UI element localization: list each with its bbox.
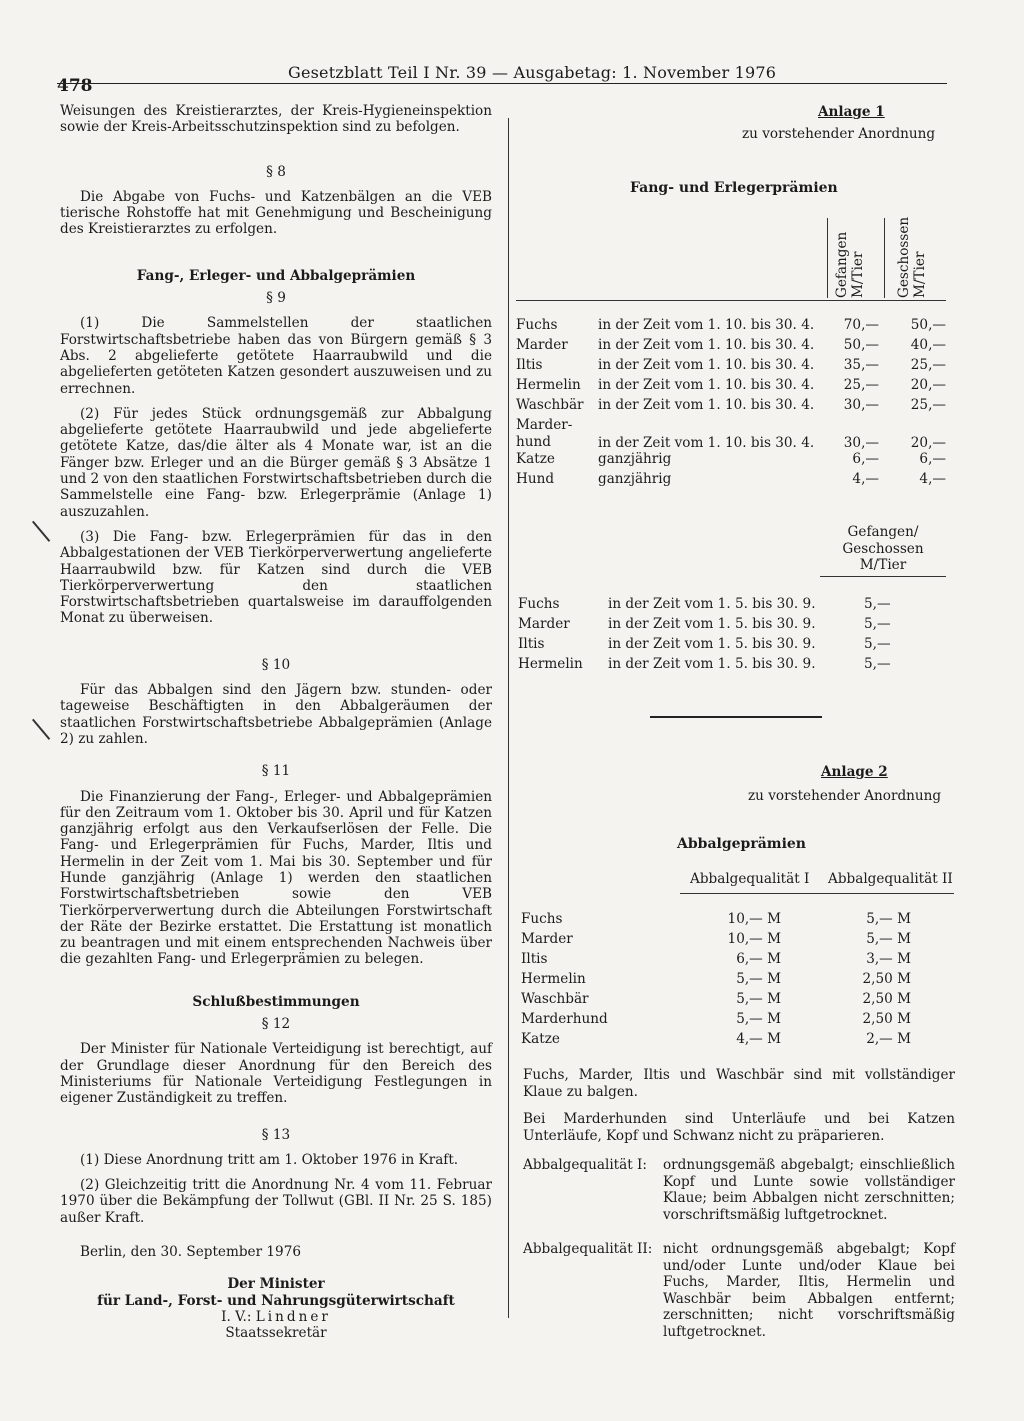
cell-quality-1: 10,— M xyxy=(727,911,781,927)
cell-gefangen: 6,— xyxy=(852,451,879,467)
cell-period: ganzjährig xyxy=(598,451,672,467)
cell-animal: Marder xyxy=(521,931,573,947)
table-row xyxy=(516,317,946,337)
section-10-text: Für das Abbalgen sind den Jägern bzw. stunden- oder tageweise Beschäftigten in den Abbalgeräumen der staatlichen Forstwirtschaftsbetriebe Abbalgeprämien (Anlage 2) zu zahlen. xyxy=(60,682,492,747)
cell-geschossen: 25,— xyxy=(910,397,946,413)
cell-animal: Marder- hund xyxy=(516,417,573,450)
cell-animal: Iltis xyxy=(516,357,543,373)
table-row xyxy=(518,656,924,676)
table-row xyxy=(516,397,946,417)
table-anlage-2 xyxy=(521,911,911,1051)
cell-quality-2: 5,— M xyxy=(866,931,911,947)
table-anlage-1 xyxy=(516,317,946,491)
cell-animal: Marderhund xyxy=(521,1011,608,1027)
col-rule xyxy=(884,218,885,298)
section-separator xyxy=(650,716,822,718)
cell-animal: Iltis xyxy=(521,951,548,967)
table-row xyxy=(518,616,924,636)
section-9-para-1: (1) Die Sammelstellen der staatlichen Forstwirtschaftsbetriebe haben das von Bürgern gemäß § 3 Abs. 2 abgelieferte getötete Haarraubwild und die abgelieferten getöteten Katzen gesondert auszuweisen und zu errechnen. xyxy=(60,315,492,397)
quality-1-definition xyxy=(523,1157,955,1223)
cell-period: ganzjährig xyxy=(598,471,672,487)
cell-quality-2: 3,— M xyxy=(866,951,911,967)
cell-geschossen: 25,— xyxy=(910,357,946,373)
cell-quality-2: 2,— M xyxy=(866,1031,911,1047)
cell-gefangen: 4,— xyxy=(852,471,879,487)
table-row xyxy=(516,471,946,491)
cell-gefangen: 25,— xyxy=(843,377,879,393)
table-row xyxy=(516,417,946,451)
cell-gefangen: 35,— xyxy=(843,357,879,373)
cell-quality-1: 5,— M xyxy=(736,991,781,1007)
cell-quality-2: 2,50 M xyxy=(862,971,911,987)
page-number: 478 xyxy=(57,76,93,96)
signature-line-1: Der Minister xyxy=(227,1276,325,1293)
table-row xyxy=(516,377,946,397)
table-row xyxy=(518,636,924,656)
cell-animal: Hermelin xyxy=(516,377,581,393)
section-9-number: § 9 xyxy=(266,290,286,307)
margin-mark xyxy=(32,719,50,740)
table-row xyxy=(516,451,946,471)
col-header-q2: Abbalgequalität II xyxy=(828,871,953,887)
cell-geschossen: 20,— xyxy=(910,377,946,393)
section-12-number: § 12 xyxy=(261,1016,291,1033)
anlage-2-subtitle: zu vorstehender Anordnung xyxy=(748,788,942,804)
cell-animal: Marder xyxy=(518,616,570,632)
cell-quality-1: 6,— M xyxy=(736,951,781,967)
signature-block xyxy=(60,1276,492,1341)
table-1-header-rule xyxy=(516,300,946,301)
cell-gefangen: 30,— xyxy=(843,397,879,413)
col-header-q1: Abbalgequalität I xyxy=(690,871,810,887)
col-header-geschossen: Geschossen M/Tier xyxy=(896,216,928,298)
table-row xyxy=(521,1011,911,1031)
margin-mark xyxy=(32,521,50,542)
cell-quality-1: 10,— M xyxy=(727,931,781,947)
signature-line-2: für Land-, Forst- und Nahrungsgüterwirtschaft xyxy=(97,1292,455,1309)
col-header-combined-l3: M/Tier xyxy=(859,557,907,573)
cell-animal: Fuchs xyxy=(516,317,558,333)
section-12-text: Der Minister für Nationale Verteidigung ist berechtigt, auf der Grundlage dieser Anordnung für den Bereich des Ministeriums für Nationale Verteidigung Festlegungen in eigener Zuständigkeit zu treffen. xyxy=(60,1041,492,1107)
section-11-number: § 11 xyxy=(261,763,291,780)
section-8-text: Die Abgabe von Fuchs- und Katzenbälgen an die VEB tierische Rohstoffe hat mit Genehmigung und Bescheinigung des Kreistierarztes zu erfolgen. xyxy=(60,188,492,238)
section-10-number: § 10 xyxy=(261,656,291,673)
cell-praemie: 5,— xyxy=(864,636,891,652)
cell-quality-2: 5,— M xyxy=(866,911,911,927)
cell-animal: Hund xyxy=(516,471,555,487)
header-rule xyxy=(57,83,947,84)
signature-prefix: I. V.: xyxy=(221,1308,252,1325)
quality-2-definition xyxy=(523,1241,955,1340)
cell-animal: Hermelin xyxy=(521,971,586,987)
cell-period: in der Zeit vom 1. 10. bis 30. 4. xyxy=(598,435,815,451)
cell-gefangen: 50,— xyxy=(843,337,879,353)
table-row xyxy=(521,931,911,951)
cell-quality-1: 5,— M xyxy=(736,971,781,987)
section-9-para-2: (2) Für jedes Stück ordnungsgemäß zur Abbalgung abgelieferte getötete Haarraubwild und jede abgelieferte getötete Katze, das/die älter als 4 Monate war, ist an die Fänger bzw. Erleger und an die Bürger gemäß § 3 Absätze 1 und 2 von den staatlichen Forstwirtschaftsbetrieben durch die Sammelstelle eine Fang- bzw. Erlegerprämie (Anlage 1) auszuzahlen. xyxy=(60,405,492,520)
quality-1-text: ordnungsgemäß abgebalgt; einschließlich Kopf und Lunte sowie vollständiger Klaue; beim Abbalgen nicht zerschnitten; vorschriftsmäßig luftgetrocknet. xyxy=(663,1157,955,1223)
section-8-number: § 8 xyxy=(266,163,286,180)
cell-geschossen: 20,— xyxy=(910,435,946,451)
signature-line-3 xyxy=(60,1309,492,1325)
table-2-header-rule xyxy=(820,576,946,577)
col-header-combined xyxy=(820,524,946,574)
section-13-para-2: (2) Gleichzeitig tritt die Anordnung Nr. 4 vom 11. Februar 1970 über die Bekämpfung der Tollwut (GBl. II Nr. 25 S. 185) außer Kraft. xyxy=(60,1177,492,1226)
col-header-combined-l1: Gefangen/ xyxy=(847,524,919,540)
note-2: Bei Marderhunden sind Unterläufe und bei Katzen Unterläufe, Kopf und Schwanz nicht zu präparieren. xyxy=(523,1111,955,1144)
section-13-number: § 13 xyxy=(261,1126,291,1143)
place-date: Berlin, den 30. September 1976 xyxy=(80,1244,302,1261)
anlage-1-subtitle: zu vorstehender Anordnung xyxy=(742,126,936,142)
cell-animal: Waschbär xyxy=(521,991,589,1007)
note-1: Fuchs, Marder, Iltis und Waschbär sind mit vollständiger Klaue zu balgen. xyxy=(523,1067,955,1100)
cell-quality-1: 4,— M xyxy=(736,1031,781,1047)
cell-period: in der Zeit vom 1. 10. bis 30. 4. xyxy=(598,377,815,393)
intro-paragraph: Weisungen des Kreistierarztes, der Kreis-Hygieneinspektion sowie der Kreis-Arbeitsschutzinspektion sind zu befolgen. xyxy=(60,103,492,136)
cell-period: in der Zeit vom 1. 10. bis 30. 4. xyxy=(598,317,815,333)
col-header-gefangen: Gefangen M/Tier xyxy=(834,231,866,298)
table-row xyxy=(521,1031,911,1051)
cell-geschossen: 50,— xyxy=(910,317,946,333)
table-row xyxy=(518,596,924,616)
cell-quality-2: 2,50 M xyxy=(862,1011,911,1027)
cell-praemie: 5,— xyxy=(864,616,891,632)
anlage-2-label: Anlage 2 xyxy=(821,764,888,780)
left-column xyxy=(60,103,492,1342)
col-rule xyxy=(827,218,828,298)
cell-praemie: 5,— xyxy=(864,656,891,672)
table-row xyxy=(521,951,911,971)
section-9-para-3: (3) Die Fang- bzw. Erlegerprämien für das in den Abbalgestationen der VEB Tierkörperverwertung angelieferte Haarraubwild bzw. für Katzen sind durch die VEB Tierkörperverwertung den staatlichen Forstwirtschaftsbetrieben quartalsweise im darauffolgenden Monat zu überweisen. xyxy=(60,528,492,627)
cell-animal: Marder xyxy=(516,337,568,353)
signature-name: Lindner xyxy=(255,1308,331,1325)
table-row xyxy=(521,971,911,991)
cell-animal: Fuchs xyxy=(521,911,563,927)
quality-2-label: Abbalgequalität II: xyxy=(523,1241,653,1257)
cell-period: in der Zeit vom 1. 5. bis 30. 9. xyxy=(608,616,816,632)
table-row xyxy=(516,357,946,377)
anlage-1-title: Fang- und Erlegerprämien xyxy=(630,180,838,196)
cell-quality-2: 2,50 M xyxy=(862,991,911,1007)
cell-animal: Waschbär xyxy=(516,397,584,413)
cell-quality-1: 5,— M xyxy=(736,1011,781,1027)
heading-praemien: Fang-, Erleger- und Abbalgeprämien xyxy=(136,267,416,284)
cell-praemie: 5,— xyxy=(864,596,891,612)
cell-period: in der Zeit vom 1. 5. bis 30. 9. xyxy=(608,656,816,672)
table-row xyxy=(521,991,911,1011)
column-divider xyxy=(508,118,509,1318)
cell-gefangen: 70,— xyxy=(843,317,879,333)
cell-animal: Katze xyxy=(521,1031,560,1047)
section-11-text: Die Finanzierung der Fang-, Erleger- und Abbalgeprämien für den Zeitraum vom 1. Oktober bis 30. April und für Katzen ganzjährig erfolgt aus den Verkaufserlösen der Felle. Die Fang- und Erlegerprämien für Fuchs, Marder, Iltis und Hermelin in der Zeit vom 1. Mai bis 30. September und für Hunde ganzjährig (Anlage 1) werden den staatlichen Forstwirtschaftsbetrieben sowie den VEB Tierkörperverwertung durch die Abteilungen Forstwirtschaft der Räte der Bezirke erstattet. Die Erstattung ist monatlich zu beantragen und mit einem entsprechenden Nachweis über die gezahlten Fang- und Erlegerprämien zu belegen. xyxy=(60,788,492,968)
signature-line-4: Staatssekretär xyxy=(225,1325,327,1342)
cell-geschossen: 40,— xyxy=(910,337,946,353)
col-header-combined-l2: Geschossen xyxy=(842,540,924,557)
cell-animal: Katze xyxy=(516,451,555,467)
page-header-title: Gesetzblatt Teil I Nr. 39 — Ausgabetag: 1. November 1976 xyxy=(288,63,777,82)
cell-geschossen: 6,— xyxy=(919,451,946,467)
quality-2-text: nicht ordnungsgemäß abgebalgt; Kopf und/oder Lunte und/oder Klaue bei Fuchs, Marder, Iltis, Hermelin und Waschbär beim Abbalgen entfernt; zerschnitten; nicht vorschriftsmäßig luftgetrocknet. xyxy=(663,1241,955,1340)
cell-animal: Fuchs xyxy=(518,596,560,612)
section-13-para-1: (1) Diese Anordnung tritt am 1. Oktober 1976 in Kraft. xyxy=(80,1151,459,1168)
table-row xyxy=(516,337,946,357)
table-row xyxy=(521,911,911,931)
cell-animal: Hermelin xyxy=(518,656,583,672)
cell-gefangen: 30,— xyxy=(843,435,879,451)
anlage-2-title: Abbalgeprämien xyxy=(677,836,806,852)
heading-schlussbestimmungen: Schlußbestimmungen xyxy=(192,993,360,1010)
cell-period: in der Zeit vom 1. 5. bis 30. 9. xyxy=(608,596,816,612)
cell-period: in der Zeit vom 1. 10. bis 30. 4. xyxy=(598,357,815,373)
cell-period: in der Zeit vom 1. 10. bis 30. 4. xyxy=(598,337,815,353)
cell-period: in der Zeit vom 1. 5. bis 30. 9. xyxy=(608,636,816,652)
cell-geschossen: 4,— xyxy=(919,471,946,487)
cell-period: in der Zeit vom 1. 10. bis 30. 4. xyxy=(598,397,815,413)
table-3-header-rule xyxy=(680,893,954,894)
quality-1-label: Abbalgequalität I: xyxy=(523,1157,647,1173)
anlage-1-label: Anlage 1 xyxy=(818,104,885,120)
table-anlage-1-summer xyxy=(518,596,924,676)
cell-animal: Iltis xyxy=(518,636,545,652)
